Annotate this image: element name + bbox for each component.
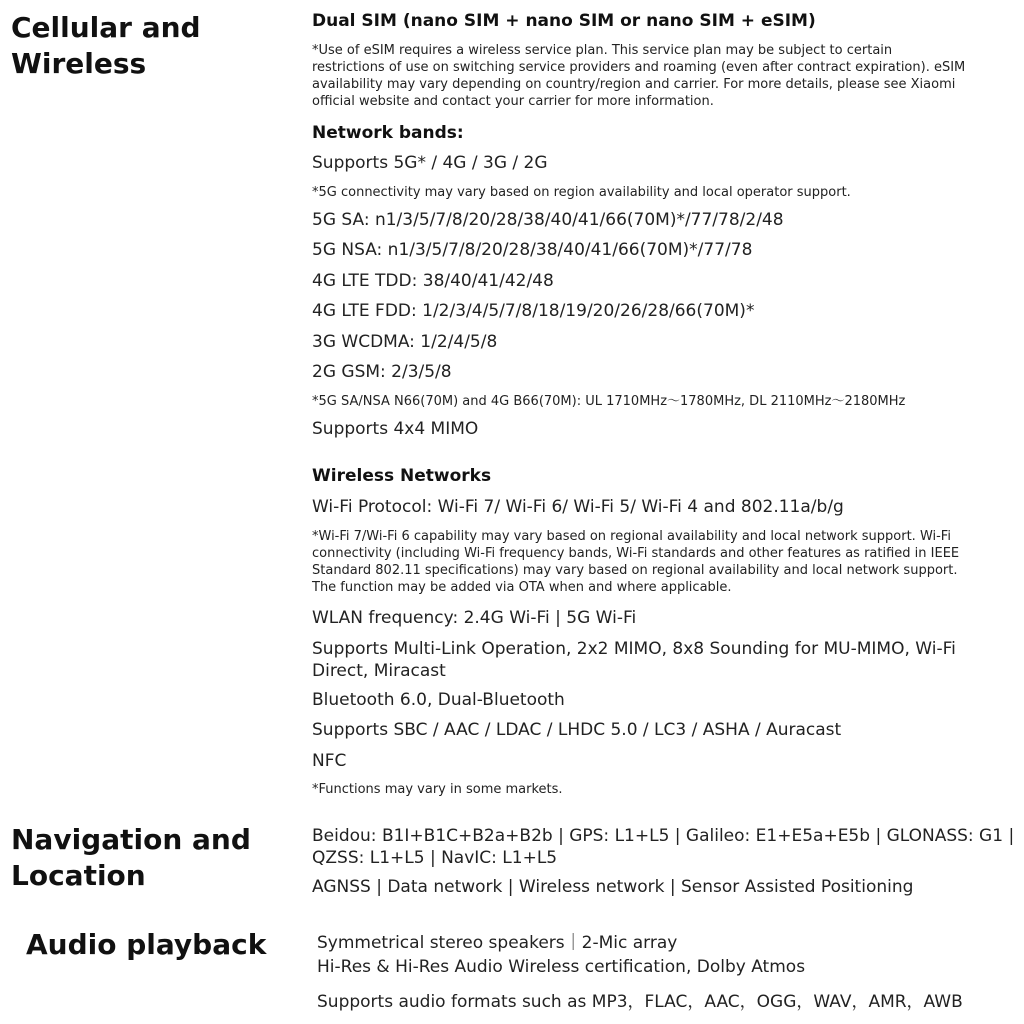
wifi-protocol: Wi-Fi Protocol: Wi-Fi 7/ Wi-Fi 6/ Wi-Fi 5/ Wi-Fi 4 and 802.11a/b/g (312, 497, 844, 517)
multi-link-operation (312, 638, 956, 682)
esim-note (312, 42, 965, 110)
wifi-note-line: *Wi-Fi 7/Wi-Fi 6 capability may vary based on regional availability and local network support. Wi-Fi (312, 529, 951, 544)
multi-link-line: Direct, Miracast (312, 661, 446, 681)
esim-note-line: restrictions of use on switching service providers and roaming (even after contract expiration). eSIM (312, 60, 966, 75)
section-title-navigation (11, 822, 251, 894)
esim-note-line: availability may vary depending on country/region and carrier. For more details, please see Xiaomi (312, 77, 956, 92)
section-title-audio: Audio playback (26, 928, 267, 961)
wlan-frequency: WLAN frequency: 2.4G Wi-Fi | 5G Wi-Fi (312, 608, 637, 628)
audio-formats: Supports audio formats such as MP3，FLAC，AAC，OGG，WAV，AMR，AWB (317, 992, 963, 1012)
section-title-navigation-line1: Navigation and (11, 823, 251, 856)
band-3g-wcdma: 3G WCDMA: 1/2/4/5/8 (312, 332, 498, 352)
n66-note: *5G SA/NSA N66(70M) and 4G B66(70M): UL 1710MHz～1780MHz, DL 2110MHz～2180MHz (312, 394, 906, 409)
gnss-systems (312, 825, 1014, 869)
sim-heading: Dual SIM (nano SIM + nano SIM or nano SIM + eSIM) (312, 11, 816, 31)
esim-note-line: official website and contact your carrier for more information. (312, 94, 714, 109)
gnss-line: QZSS: L1+L5 | NavIC: L1+L5 (312, 848, 558, 868)
band-5g-sa: 5G SA: n1/3/5/7/8/20/28/38/40/41/66(70M)*/77/78/2/48 (312, 210, 784, 230)
esim-note-line: *Use of eSIM requires a wireless service plan. This service plan may be subject to certain (312, 43, 893, 58)
band-4g-tdd: 4G LTE TDD: 38/40/41/42/48 (312, 271, 554, 291)
assisted-positioning: AGNSS | Data network | Wireless network | Sensor Assisted Positioning (312, 877, 914, 897)
nfc: NFC (312, 751, 347, 771)
multi-link-line: Supports Multi-Link Operation, 2x2 MIMO, 8x8 Sounding for MU-MIMO, Wi-Fi (312, 639, 956, 659)
audio-codecs: Supports SBC / AAC / LDAC / LHDC 5.0 / LC3 / ASHA / Auracast (312, 720, 842, 740)
section-title-cellular-line1: Cellular and (11, 11, 201, 44)
bluetooth: Bluetooth 6.0, Dual-Bluetooth (312, 690, 565, 710)
band-2g-gsm: 2G GSM: 2/3/5/8 (312, 362, 452, 382)
network-bands-heading: Network bands: (312, 123, 464, 143)
section-title-cellular-line2: Wireless (11, 47, 147, 80)
section-title-cellular (11, 10, 201, 82)
wireless-networks-heading: Wireless Networks (312, 466, 492, 486)
wifi-note (312, 528, 959, 596)
section-title-navigation-line2: Location (11, 859, 146, 892)
band-4g-fdd: 4G LTE FDD: 1/2/3/4/5/7/8/18/19/20/26/28/66(70M)* (312, 301, 755, 321)
hi-res-certification: Hi-Res & Hi-Res Audio Wireless certification, Dolby Atmos (317, 957, 806, 977)
wifi-note-line: Standard 802.11 specifications) may vary based on regional availability and local network support. (312, 563, 958, 578)
stereo-speakers: Symmetrical stereo speakers｜2-Mic array (317, 933, 678, 953)
5g-connectivity-note: *5G connectivity may vary based on region availability and local operator support. (312, 185, 851, 200)
supports-generations: Supports 5G* / 4G / 3G / 2G (312, 153, 548, 173)
functions-note: *Functions may vary in some markets. (312, 782, 563, 797)
wifi-note-line: connectivity (including Wi-Fi frequency bands, Wi-Fi standards and other features as ratified in IEEE (312, 546, 960, 561)
mimo-support: Supports 4x4 MIMO (312, 419, 479, 439)
gnss-line: Beidou: B1I+B1C+B2a+B2b | GPS: L1+L5 | Galileo: E1+E5a+E5b | GLONASS: G1 | (312, 826, 1015, 846)
wifi-note-line: The function may be added via OTA when and where applicable. (312, 580, 732, 595)
band-5g-nsa: 5G NSA: n1/3/5/7/8/20/28/38/40/41/66(70M)*/77/78 (312, 240, 753, 260)
